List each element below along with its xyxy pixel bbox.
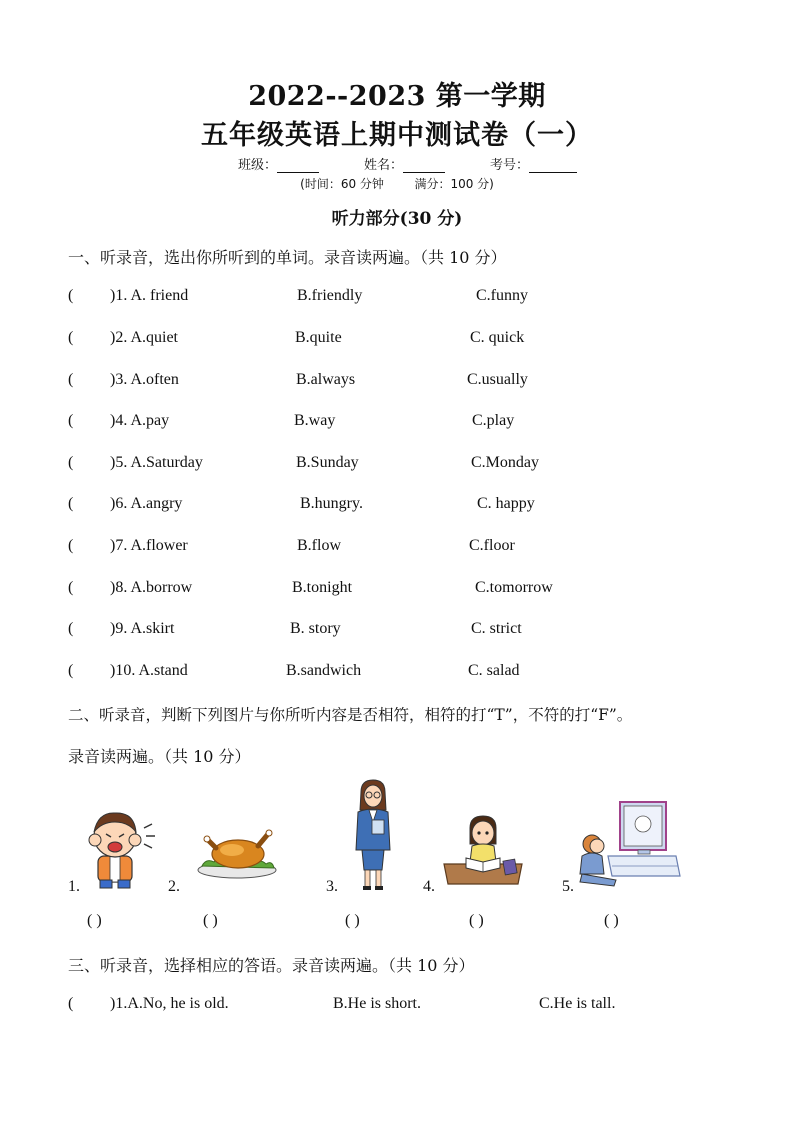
part1-instruction: 一、听录音，选出你所听到的单词。录音读两遍。（共 10 分） — [68, 248, 507, 267]
option-b: B.He is short. — [333, 995, 421, 1012]
option-b: B.friendly — [297, 287, 363, 304]
class-blank[interactable] — [277, 160, 319, 173]
teacher-picture — [350, 778, 396, 892]
exam-number-field[interactable] — [490, 154, 577, 173]
answer-blank-1[interactable]: ( ) — [87, 912, 102, 929]
option-c: C.funny — [476, 287, 528, 304]
option-a: )8. A.borrow — [110, 579, 193, 596]
answer-paren[interactable]: ( — [68, 412, 74, 429]
name-field[interactable] — [364, 154, 445, 173]
part2-instruction-line1: 二、听录音，判断下列图片与你所听内容是否相符，相符的打“T”，不符的打“F”。 — [68, 706, 633, 724]
listening-section-title: 听力部分(30 分) — [331, 209, 463, 229]
answer-blank-3[interactable]: ( ) — [345, 912, 360, 929]
option-a: )7. A.flower — [110, 537, 188, 554]
answer-blank-2[interactable]: ( ) — [203, 912, 218, 929]
option-a: )3. A.often — [110, 371, 179, 388]
picture-label-4: 4. — [423, 878, 435, 895]
answer-paren[interactable]: ( — [68, 371, 74, 388]
option-a: )6. A.angry — [110, 495, 183, 512]
exam-title-line1: 2022--2023 第一学期 — [248, 81, 546, 112]
option-a: )4. A.pay — [110, 412, 170, 429]
answer-blank-5[interactable]: ( ) — [604, 912, 619, 929]
option-b: B.always — [296, 371, 356, 388]
option-c: C.Monday — [471, 454, 539, 471]
answer-paren[interactable]: ( — [68, 662, 74, 679]
option-c: C.floor — [469, 537, 515, 554]
answer-paren[interactable]: ( — [68, 537, 74, 554]
option-b: B. story — [290, 620, 341, 637]
option-b: B.hungry. — [300, 495, 363, 512]
roast-turkey-picture — [196, 824, 278, 880]
name-blank[interactable] — [403, 160, 445, 173]
exam-number-label: 考号： — [490, 158, 530, 173]
option-b: B.sandwich — [286, 662, 362, 679]
option-b: B.way — [294, 412, 336, 429]
option-b: B.flow — [297, 537, 341, 554]
option-c: C.play — [472, 412, 515, 429]
exam-number-blank[interactable] — [529, 160, 577, 173]
picture-label-2: 2. — [168, 878, 180, 895]
picture-label-1: 1. — [68, 878, 80, 895]
option-c: C. strict — [471, 620, 522, 637]
name-label: 姓名： — [364, 158, 404, 173]
option-b: B.Sunday — [296, 454, 359, 471]
option-a: )2. A.quiet — [110, 329, 178, 346]
answer-paren[interactable]: ( — [68, 620, 74, 637]
answer-paren[interactable]: ( — [68, 454, 74, 471]
option-c: C. salad — [468, 662, 520, 679]
option-c: C.He is tall. — [539, 995, 616, 1012]
time-score-note: (时间：60 分钟 满分：100 分) — [300, 177, 494, 191]
answer-paren[interactable]: ( — [68, 287, 74, 304]
answer-paren[interactable]: ( — [68, 329, 74, 346]
option-a: )9. A.skirt — [110, 620, 175, 637]
class-label: 班级： — [238, 158, 278, 173]
part3-instruction: 三、听录音，选择相应的答语。录音读两遍。（共 10 分） — [68, 956, 475, 975]
option-c: C.usually — [467, 371, 528, 388]
option-b: B.quite — [295, 329, 342, 346]
answer-paren[interactable]: ( — [68, 495, 74, 512]
boy-watching-tv-picture — [578, 800, 682, 890]
girl-reading-picture — [440, 814, 526, 886]
option-a: )10. A.stand — [110, 662, 188, 679]
answer-blank-4[interactable]: ( ) — [469, 912, 484, 929]
answer-paren[interactable]: ( — [68, 995, 74, 1012]
option-c: C. happy — [477, 495, 535, 512]
option-a: )5. A.Saturday — [110, 454, 203, 471]
picture-label-3: 3. — [326, 878, 338, 895]
option-a: )1.A.No, he is old. — [110, 995, 229, 1012]
option-c: C.tomorrow — [475, 579, 553, 596]
exam-title-line2: 五年级英语上期中测试卷（一） — [201, 120, 593, 151]
class-field[interactable] — [238, 154, 319, 173]
part2-instruction-line2: 录音读两遍。（共 10 分） — [68, 747, 251, 766]
option-b: B.tonight — [292, 579, 353, 596]
option-a: )1. A. friend — [110, 287, 189, 304]
option-c: C. quick — [470, 329, 525, 346]
picture-label-5: 5. — [562, 878, 574, 895]
answer-paren[interactable]: ( — [68, 579, 74, 596]
boy-covering-ears-picture — [84, 806, 158, 890]
